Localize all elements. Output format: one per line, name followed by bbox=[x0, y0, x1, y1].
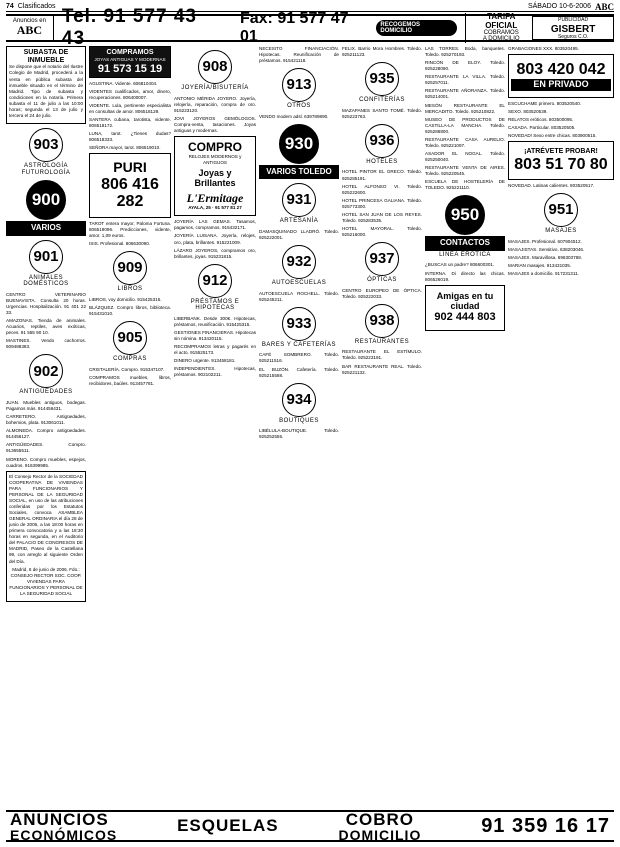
list-item: MASAJES. Maravillosa. 696303788. bbox=[508, 254, 583, 260]
list-item: LÁZARO JOYEROS, compramos oro, brillantes, joyas. 915231815. bbox=[174, 247, 256, 259]
list-item: ASADOR EL NOGAL. Toledo. 925250040. bbox=[425, 150, 505, 162]
footer-l5: DOMICILIO bbox=[338, 826, 422, 843]
list-item: RECOMPRAMOS letras y pagarés en el acto. 915525173. bbox=[174, 344, 256, 356]
gisbert-logo bbox=[532, 16, 614, 40]
list-item: ESCUCHAME primero. 803520540. bbox=[508, 100, 582, 106]
list-item: RESTAURANTE CASA AURELIO. Toledo. 925221097. bbox=[425, 136, 505, 148]
ad-subtitle: RELOJES MODERNOS y ANTIGUOS bbox=[188, 154, 242, 166]
notice-signature: Madrid, 6 de junio de 2006. Fdo.: CONSEJO RECTOR SOC. COOP. VIVIENDAS PARA FUNCIONARIOS Y PERSONAL DE LA SEGURIDAD SOCIAL bbox=[9, 566, 83, 596]
section-number: 934 bbox=[282, 383, 316, 417]
section-name: VARIOS bbox=[6, 221, 86, 236]
tarifa-box bbox=[465, 13, 532, 42]
section-name: BARES Y CAFETERÍAS bbox=[261, 341, 337, 348]
section-name: PRÉSTAMOS E HIPOTECAS bbox=[190, 298, 240, 312]
list-item: HOTEL PRINCESA GALIANA. Toledo. 925773300. bbox=[342, 197, 422, 209]
section-number: 902 bbox=[29, 354, 63, 388]
page-number: 74 bbox=[6, 3, 14, 10]
ad-phone: 902 444 803 bbox=[434, 311, 496, 324]
list-item: MASAJES a domicilio. 917231311. bbox=[508, 271, 579, 277]
puri-ad bbox=[89, 153, 171, 218]
list-item: JOVI JOYEROS GEMÓLOGOS. Compra-venta, tasaciones. Joyas antiguas y modernas. bbox=[174, 115, 256, 133]
list-item: GRABACIONES XXX. 803520495. bbox=[508, 46, 579, 51]
list-item: JOYERÍA LUISANA. Joyería, relojes, oro, plata, brillantes. 915221009. bbox=[174, 233, 256, 245]
section-name: ANIMALES DOMÉSTICOS bbox=[23, 274, 69, 288]
ad-brand: L'Ermitage bbox=[186, 191, 244, 206]
section-name: OTROS bbox=[287, 103, 311, 110]
section-number: 905 bbox=[113, 321, 147, 355]
section-name: CONFITERÍAS bbox=[359, 97, 405, 104]
list-item: LIBÉLULA-BOUTIQUE. Toledo. 925252555. bbox=[259, 428, 339, 440]
footer-esquelas: ESQUELAS bbox=[177, 816, 279, 835]
list-item: MASAJES. Profesional. 607904512. bbox=[508, 238, 582, 244]
section-913 bbox=[259, 68, 339, 110]
section-935 bbox=[342, 62, 422, 104]
list-item: LIBERBANK. Desde 300€. Hipotecas, préstamos, reunificación. 915425315. bbox=[174, 315, 256, 327]
section-name: COMPRAS bbox=[113, 356, 147, 363]
footer-anuncios bbox=[10, 811, 117, 842]
footer-l2: ECONÓMICOS bbox=[10, 826, 118, 843]
section-number: 950 bbox=[445, 195, 485, 235]
ad-phone: 806 416 282 bbox=[101, 175, 159, 211]
list-item: CENTRO EUROPEO DE ÓPTICA. Toledo. 925222033. bbox=[342, 287, 422, 299]
section-number: 930 bbox=[279, 124, 319, 164]
list-item: RESTAURANTE AÑORANZA. Toledo. 925214001. bbox=[425, 88, 505, 100]
list-item: ESCUELA DE HOSTELERÍA DE TOLEDO. 925221110. bbox=[425, 179, 505, 191]
section-name: CONTACTOS bbox=[425, 236, 505, 251]
list-item: NOVEDAD! Sexo entre chicas. 803900515. bbox=[508, 132, 597, 138]
section-name: VARIOS TOLEDO bbox=[259, 165, 339, 180]
column-7 bbox=[508, 46, 614, 806]
section-900 bbox=[6, 180, 86, 236]
section-930 bbox=[259, 124, 339, 180]
list-item: AUTOESCUELA ROCHELL. Toledo. 925245211. bbox=[259, 290, 339, 302]
list-item: INTERNA. Di directo las chicas. 806526019. bbox=[425, 270, 505, 282]
section-number: 913 bbox=[282, 68, 316, 102]
list-item: INDEPENDIENTES. Hipotecas, préstamos. 902102211. bbox=[174, 366, 256, 378]
list-item: VIDENTE. Lula, pertinente especialista en consultas de amor. 806518129. bbox=[89, 103, 171, 115]
section-number: 908 bbox=[198, 50, 232, 84]
list-item: NOVEDAD. Latinas calientes. 803520517. bbox=[508, 183, 595, 189]
section-name: JOYERÍA/BISUTERÍA bbox=[181, 85, 249, 91]
column-3 bbox=[174, 46, 256, 806]
list-item: RESTAURANTE VENTA DE AIRES. Toledo. 925220545. bbox=[425, 165, 505, 177]
subasta-title: SUBASTA DE INMUEBLE bbox=[23, 49, 69, 64]
list-item: NECESITO FINANCIACIÓN. Hipotecas. Reunificación de préstamos. 915421118. bbox=[259, 46, 339, 64]
atrevete-ad bbox=[508, 141, 614, 180]
list-item: CASADA. Particular. 803520505. bbox=[508, 124, 576, 130]
page-date: SÁBADO 10-6-2006 bbox=[527, 3, 591, 10]
section-909 bbox=[89, 251, 171, 293]
section-subtitle: LÍNEA ERÓTICA bbox=[439, 251, 491, 258]
section-name: LIBROS bbox=[117, 286, 143, 293]
list-item: SEÑORA mayor, tarot. 806519010. bbox=[89, 145, 161, 151]
list-item: MUSEO DE PRODUCTOS DE CASTILLA-LA MANCHA. Toledo. 925286800. bbox=[425, 116, 505, 134]
section-905 bbox=[89, 321, 171, 363]
list-item: HOTEL SAN JUAN DE LOS REYES. Toledo. 925283535. bbox=[342, 211, 422, 223]
subasta-notice bbox=[6, 46, 86, 124]
section-name: MASAJES bbox=[545, 228, 577, 235]
ad-title: Amigas en tu ciudad bbox=[436, 290, 494, 311]
phone-number: Tel. 91 577 43 43 bbox=[61, 6, 197, 49]
ad-line3: Joyas y Brillantes bbox=[194, 168, 236, 189]
gisbert-sub: Seguros C.O. bbox=[557, 33, 589, 40]
list-item: DINERO urgente. 913458181. bbox=[174, 358, 236, 364]
section-name: Clasificados bbox=[17, 3, 56, 10]
section-932 bbox=[259, 245, 339, 287]
list-item: MASTINES. Vendo cachorros. 609488383. bbox=[6, 338, 86, 350]
tarifa-line3: A DOMICILIO bbox=[482, 36, 520, 43]
list-item: MAZAPANES SANTO TOMÉ. Toledo. 925223763. bbox=[342, 107, 422, 119]
section-name: ÓPTICAS bbox=[367, 277, 397, 284]
list-item: RESTAURANTE EL ESTÍMULO. Toledo. 925223191. bbox=[342, 349, 422, 361]
footer-l1: ANUNCIOS bbox=[10, 809, 109, 829]
ad-title: COMPRAMOS bbox=[106, 49, 154, 56]
column-1 bbox=[6, 46, 86, 806]
list-item: MARIAN masajes. 913431035. bbox=[508, 262, 572, 268]
column-4 bbox=[259, 46, 339, 806]
list-item: GESTIONES FINANCIERAS. Hipotecas sin nómina. 913420115. bbox=[174, 330, 256, 342]
section-937 bbox=[342, 242, 422, 284]
compro-ad bbox=[174, 136, 256, 216]
fax-number: Fax: 91 577 47 01 bbox=[239, 10, 349, 45]
list-item: HOTEL ALFONSO VI. Toledo. 925222600. bbox=[342, 183, 422, 195]
section-number: 951 bbox=[544, 193, 578, 227]
list-item: MORENO. Compro muebles, espejos, cuadros. 916399985. bbox=[6, 456, 86, 468]
section-number: 933 bbox=[282, 307, 316, 341]
list-item: RELATOS eróticos. 803500095. bbox=[508, 116, 574, 122]
section-number: 932 bbox=[282, 245, 316, 279]
section-931 bbox=[259, 183, 339, 225]
gisbert-name: GISBERT bbox=[550, 23, 596, 35]
section-number: 935 bbox=[365, 62, 399, 96]
section-936 bbox=[342, 124, 422, 166]
section-name: ASTROLOGÍA FUTUROLOGÍA bbox=[21, 162, 71, 176]
column-5 bbox=[342, 46, 422, 806]
column-6 bbox=[425, 46, 505, 806]
section-908 bbox=[174, 50, 256, 92]
section-number: 931 bbox=[282, 183, 316, 217]
list-item: FELIX. Barrio Mora Hombres. Toledo. 925211123. bbox=[342, 46, 422, 58]
footer-phone: 91 359 16 17 bbox=[481, 814, 610, 837]
section-903 bbox=[6, 128, 86, 176]
ad-subtitle: JOYAS ANTIGUAS Y MODERNAS bbox=[94, 56, 166, 62]
section-938 bbox=[342, 304, 422, 346]
list-item: VIDENTES cualificados, amor, dinero, recuperaciones. 806400007. bbox=[89, 88, 171, 100]
list-item: ISIS. Profesional. 806630090. bbox=[89, 241, 151, 247]
notice-text: El Consejo Rector de la SOCIEDAD COOPERATIVA DE VIVIENDAS PARA FUNCIONARIOS Y PERSONAL DE LA SEGURIDAD SOCIAL, en uso de las atribuciones conferidas por los Estatutos Sociales, convoca ASAMBLEA GENERAL ORDINARIA el día 28 de junio de 2006, a las 18:00 horas en primera convocatoria y a las 18:30 horas en segunda, en el Auditorio del PALACIO DE CONGRESOS DE MADRID, Paseo de la Castellana 99, con arreglo al siguiente Orden del Día. bbox=[9, 473, 83, 564]
section-951 bbox=[508, 193, 614, 235]
anuncios-label: Anuncios en bbox=[12, 18, 46, 24]
anuncios-brand: ABC bbox=[16, 23, 43, 37]
section-name: BOUTIQUES bbox=[279, 417, 319, 424]
list-item: SEXO. 803520539. bbox=[508, 108, 548, 114]
ad-title: COMPRO bbox=[188, 139, 242, 154]
column-2 bbox=[89, 46, 171, 806]
list-item: MESÓN RESTAURANTE EL MERCADITO. Toledo. 925210822. bbox=[425, 102, 505, 114]
footer-banner bbox=[6, 810, 614, 842]
anuncios-badge bbox=[6, 16, 54, 40]
list-item: VENDO modem adsl. 639789890. bbox=[259, 113, 329, 119]
section-number: 903 bbox=[29, 128, 63, 162]
list-item: SANTERA cubana, tarotista, vidente. 806518172. bbox=[89, 117, 171, 129]
ad-title: PURI bbox=[113, 159, 147, 176]
ad-address: AYALA, 25 · 91 577 81 27 bbox=[188, 205, 242, 211]
list-item: MASAJISTAS. Sensitivo. 638203046. bbox=[508, 246, 585, 252]
privado-ad bbox=[508, 54, 614, 97]
brand-logo: ABC bbox=[594, 1, 614, 12]
ad-title: ¡ATRÉVETE PROBAR! bbox=[524, 147, 598, 155]
list-item: ANTIGÜEDADES. Compro. 913655511. bbox=[6, 442, 86, 454]
section-number: 937 bbox=[365, 242, 399, 276]
list-item: EL BUZÓN. Cafetería. Toledo. 925215588. bbox=[259, 366, 339, 378]
list-item: LAS TORRES. Boda, banquetes. Toledo. 925270193. bbox=[425, 46, 505, 58]
section-number: 909 bbox=[113, 251, 147, 285]
gisbert-top: PUBLICIDAD bbox=[558, 17, 589, 23]
ad-subtitle: EN PRIVADO bbox=[511, 79, 611, 91]
section-934 bbox=[259, 383, 339, 425]
list-item: JOYERÍA LAS GEMAS. Tasamos, pagamos, compramos. 915432171. bbox=[174, 219, 256, 231]
list-item: AGUSTINA. Vidente. 606810404. bbox=[89, 80, 158, 86]
ad-phone: 803 420 042 bbox=[516, 61, 606, 79]
footer-cobro bbox=[338, 811, 421, 842]
list-item: CRISTALERÍA. Compro. 915347107. bbox=[89, 366, 165, 372]
list-item: LUNA, tarot. ¿Tienes dudas? 806518333. bbox=[89, 131, 171, 143]
list-item: AMAZONAS. Tienda de animales. Acuarios, reptiles, aves exóticas, peces. 91 555 90 10. bbox=[6, 318, 86, 336]
list-item: LIBROS, voy domicilio. 915425315. bbox=[89, 296, 162, 302]
section-number: 938 bbox=[365, 304, 399, 338]
section-name: ARTESANÍA bbox=[279, 218, 319, 225]
section-933 bbox=[259, 307, 339, 349]
list-item: CAFÉ SOMBRERO. Toledo. 925211516. bbox=[259, 352, 339, 364]
compramos-ad bbox=[89, 46, 171, 78]
section-number: 900 bbox=[26, 180, 66, 220]
tarifa-line2: COBRAMOS bbox=[483, 30, 519, 37]
section-912 bbox=[174, 264, 256, 312]
section-name: ANTIGÜEDADES bbox=[19, 389, 73, 396]
section-name: AUTOESCUELAS bbox=[271, 280, 327, 287]
list-item: DAMASQUINADO LLADRÓ. Toledo. 925222001. bbox=[259, 228, 339, 241]
pickup-badge: RECOGEMOS DOMICILIO bbox=[376, 20, 457, 36]
list-item: CARRETERO. Antigüedades, bohemios, plata. 913061011. bbox=[6, 414, 86, 426]
section-number: 901 bbox=[29, 240, 63, 274]
list-item: HOTEL MAYORAL. Toledo. 925216000. bbox=[342, 225, 422, 237]
list-item: COMPRAMOS muebles, libros, recibidores, baúles. 913457781. bbox=[89, 374, 171, 386]
list-item: JUAN. Muebles antiguos, bodegas. Pagamos más. 914456431. bbox=[6, 400, 86, 412]
section-number: 912 bbox=[198, 264, 232, 298]
list-item: HOTEL PINTOR EL GRECO. Toledo. 925285191. bbox=[342, 169, 422, 181]
footer-l4: COBRO bbox=[345, 809, 415, 829]
list-item: BAR RESTAURANTE REAL. Toledo. 925221132. bbox=[342, 363, 422, 375]
section-number: 936 bbox=[365, 124, 399, 158]
amigas-ad bbox=[425, 285, 505, 331]
list-item: ANTONIO MÉRIDA JOYERO. Joyería, relojería, reparación, compra de oro. 915223120. bbox=[174, 95, 256, 113]
list-item: ¿BUSCAS un padre? 806600301. bbox=[425, 262, 495, 268]
list-item: ALMONEDA. Compro antigüedades. 914456127. bbox=[6, 428, 86, 440]
list-item: TAROT entera mayor, Paloma Fortuna. 806519096. Predicciones, vidente, amor. 1,09 euros. bbox=[89, 221, 171, 239]
list-item: BLÁZQUEZ. Compro libros, biblioteca. 915431010. bbox=[89, 304, 171, 317]
list-item: RESTAURANTE LA VILLA. Toledo. 925257011. bbox=[425, 74, 505, 86]
tarifa-title: TARIFA OFICIAL bbox=[485, 12, 518, 30]
ad-phone: 91 573 15 19 bbox=[97, 62, 163, 75]
section-950 bbox=[425, 195, 505, 258]
list-item: CENTRO VETERINARIO BUENAVISTA. Consulta 20 horas. Urgencias. Hospitalización. 91 401 22 33. bbox=[6, 291, 86, 316]
list-item: RINCÓN DE ELOY. Toledo. 925228090. bbox=[425, 60, 505, 72]
subasta-text: Se dispone que el notario del Ilustre Colegio de Madrid, procederá a la venta en pública subasta del inmueble situado en el término de Madrid. Tipo de subasta y condiciones en la notaría. Primera subasta el 11 de julio a las 10:00 horas; segunda el 13 de julio y tercera el 24 de julio. bbox=[9, 64, 83, 118]
section-name: RESTAURANTES bbox=[354, 338, 410, 345]
section-name: HOTELES bbox=[366, 158, 398, 165]
section-901 bbox=[6, 240, 86, 288]
ad-phone: 803 51 70 80 bbox=[514, 155, 608, 173]
section-902 bbox=[6, 354, 86, 396]
cooperative-notice bbox=[6, 471, 86, 602]
